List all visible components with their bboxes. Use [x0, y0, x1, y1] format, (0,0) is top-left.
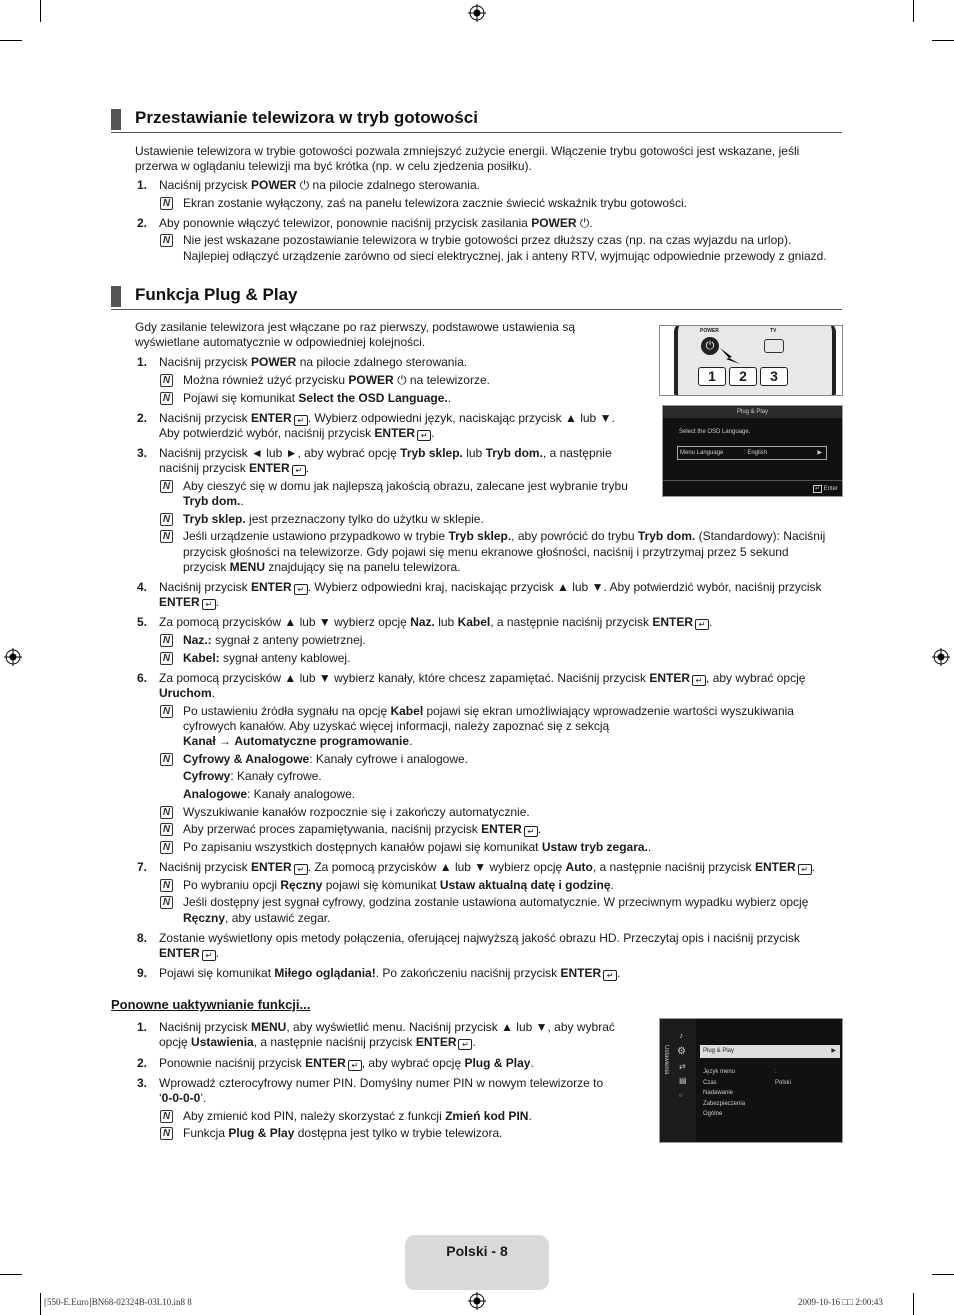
body-text: Cyfrowy & Analogowe: Kanały cyfrowe i analogowe. — [183, 752, 468, 766]
body-text: Funkcja Plug & Play dostępna jest tylko w trybie telewizora. — [183, 1126, 503, 1140]
note-icon: N — [160, 634, 173, 647]
body-text: Naciśnij przycisk ENTER ↵ . Za pomocą przycisków ▲ lub ▼ wybierz opcję Auto, a następnie naciśnij przycisk ENTER ↵ . — [159, 860, 815, 874]
step-number: 1. — [137, 355, 148, 369]
tv-label: TV — [770, 328, 777, 334]
step-text: Naciśnij przycisk POWER na pilocie zdalnego sterowania. — [159, 355, 468, 369]
osd-prompt: Select the OSD Language. — [679, 429, 751, 435]
registration-mark-icon — [468, 4, 486, 22]
power-label: POWER — [700, 328, 719, 334]
step-number: 1. — [137, 178, 148, 192]
note-text: Tryb dom.. — [183, 494, 244, 508]
page-number: Polski - 8 — [446, 1243, 508, 1259]
step-number: 2. — [137, 411, 148, 425]
osd-screen — [662, 405, 843, 497]
osd-items: Język menu : Polski Czas Nadawanie Zabezpieczenia Ogólne — [703, 1069, 792, 1117]
note-text: Można również użyć przycisku POWER ⏻ na telewizorze. — [183, 373, 490, 387]
enter-icon: ↵ — [202, 599, 216, 610]
body-text: Naz.: sygnał z anteny powietrznej. — [183, 633, 366, 647]
arrow-icon — [720, 348, 740, 364]
note-icon: N — [160, 879, 173, 892]
note-icon: N — [160, 705, 173, 718]
body-text: Po wybraniu opcji Ręczny pojawi się komunikat Ustaw aktualną datę i godzinę. — [183, 878, 614, 892]
note-text: przycisk głośności na telewizorze. Gdy pojawi się menu ekranowe głośności, naciśnij i przytrzymaj przez 5 sekund — [183, 545, 789, 559]
note-icon: N — [160, 841, 173, 854]
note-icon: N — [160, 392, 173, 405]
enter-icon: ↵ — [458, 1039, 472, 1050]
app-icon: ▤ — [679, 1076, 687, 1085]
osd-title: Plug & Play — [663, 406, 842, 418]
osd-enter: ↵ Enter — [814, 486, 838, 492]
enter-icon: ↵ — [348, 1060, 362, 1071]
key-1: 1 — [698, 367, 726, 386]
note-icon: N — [160, 530, 173, 543]
step-number: 6. — [137, 671, 148, 685]
note-icon: N — [160, 234, 173, 247]
crop-mark — [913, 0, 914, 22]
note-icon: N — [160, 823, 173, 836]
enter-icon: ↵ — [798, 864, 812, 875]
step-text: ENTER ↵ . — [159, 595, 220, 609]
key-2: 2 — [729, 367, 757, 386]
crop-mark — [40, 0, 41, 22]
intro-line: Ustawienie telewizora w trybie gotowości pozwala zmniejszyć zużycie energii. Włączenie trybu gotowości jest wskazane, jeśli — [135, 144, 800, 158]
body-text: ‘0-0-0-0’. — [159, 1091, 207, 1105]
registration-mark-icon — [468, 1292, 486, 1310]
arrow-right-icon: ▶ — [831, 1048, 836, 1054]
power-icon: ⏻ — [579, 216, 590, 230]
body-text: opcję Ustawienia, a następnie naciśnij przycisk ENTER ↵ . — [159, 1035, 476, 1049]
body-text: Ręczny, aby ustawić zegar. — [183, 911, 331, 925]
note-text: Tryb sklep. jest przeznaczony tylko do użytku w sklepie. — [183, 512, 484, 526]
enter-icon: ↵ — [692, 675, 706, 686]
registration-mark-icon — [4, 648, 22, 666]
print-slug: [550-E.Euro]BN68-02324B-03L10.in8 8 — [44, 1297, 192, 1307]
print-timestamp: 2009-10-16 □□ 2:00:43 — [798, 1297, 883, 1307]
note-text: przycisk MENU znajdujący się na panelu telewizora. — [183, 560, 461, 574]
step-text: naciśnij przycisk ENTER ↵ . — [159, 461, 310, 475]
body-text: Naciśnij przycisk MENU, aby wyświetlić menu. Naciśnij przycisk ▲ lub ▼, aby wybrać — [159, 1020, 615, 1034]
enter-icon: ↵ — [603, 970, 617, 981]
crop-mark — [0, 40, 22, 41]
body-text: cyfrowych kanałów. Aby uzyskać więcej informacji, należy zapoznać się z sekcją — [183, 719, 610, 733]
step-number: 7. — [137, 860, 148, 874]
sound-icon: ♪ — [679, 1031, 683, 1040]
registration-mark-icon — [932, 648, 950, 666]
body-text: Uruchom. — [159, 686, 216, 700]
osd-side-label: Ustawienia — [663, 1045, 669, 1075]
step-text: Aby potwierdzić wybór, naciśnij przycisk ENTER ↵ . — [159, 426, 435, 440]
body-text: Ponownie naciśnij przycisk ENTER ↵ , aby wybrać opcję Plug & Play. — [159, 1056, 534, 1070]
step-number: 1. — [137, 1020, 148, 1034]
enter-icon: ↵ — [294, 584, 308, 595]
body-text: Cyfrowy: Kanały cyfrowe. — [183, 769, 322, 783]
note-icon: N — [160, 374, 173, 387]
section-title: Funkcja Plug & Play — [135, 285, 298, 304]
body-text: Aby zmienić kod PIN, należy skorzystać z funkcji Zmień kod PIN. — [183, 1109, 532, 1123]
step-number: 3. — [137, 446, 148, 460]
intro-line: przerwa w oglądaniu telewizji ma być krótka (np. w celu zjedzenia posiłku). — [135, 159, 532, 173]
body-text: ENTER ↵ . — [159, 946, 220, 960]
step-number: 3. — [137, 1076, 148, 1090]
note-text: Pojawi się komunikat Select the OSD Language.. — [183, 391, 452, 405]
intro-line: wyświetlane automatycznie w odpowiedniej kolejności. — [135, 335, 426, 349]
heading-bar — [111, 286, 121, 307]
note-text: Najlepiej odłączyć urządzenie zarówno od sieci elektrycznej, jak i anteny RTV, wyjmując odpowiednie przewody z gniazd. — [183, 249, 827, 263]
remote-illustration — [659, 325, 843, 396]
enter-icon: ↵ — [695, 619, 709, 630]
note-icon: N — [160, 896, 173, 909]
step-text: Naciśnij przycisk POWER ⏻ na pilocie zdalnego sterowania. — [159, 178, 480, 192]
note-text: Ekran zostanie wyłączony, zaś na panelu telewizora zacznie świecić wskaźnik trybu gotowości. — [183, 196, 688, 210]
enter-icon: ↵ — [202, 950, 216, 961]
step-number: 8. — [137, 931, 148, 945]
body-text: Kabel: sygnał anteny kablowej. — [183, 651, 351, 665]
body-text: Po zapisaniu wszystkich dostępnych kanałów pojawi się komunikat Ustaw tryb zegara.. — [183, 840, 652, 854]
body-text: Wprowadź czterocyfrowy numer PIN. Domyślny numer PIN w nowym telewizorze to — [159, 1076, 604, 1090]
intro-line: Gdy zasilanie telewizora jest włączane po raz pierwszy, podstawowe ustawienia są — [135, 320, 575, 334]
step-text: Naciśnij przycisk ENTER ↵ . Wybierz odpowiedni język, naciskając przycisk ▲ lub ▼. — [159, 411, 615, 425]
heading-bar — [111, 109, 121, 130]
subsection-title: Ponowne uaktywnianie funkcji... — [111, 997, 311, 1012]
crop-mark — [932, 40, 954, 41]
step-text: Naciśnij przycisk ◄ lub ►, aby wybrać opcję Tryb sklep. lub Tryb dom., a następnie — [159, 446, 612, 460]
note-text: Aby cieszyć się w domu jak najlepszą jakością obrazu, zalecane jest wybranie trybu — [183, 479, 628, 493]
body-text: Pojawi się komunikat Miłego oglądania!. Po zakończeniu naciśnij przycisk ENTER ↵ . — [159, 966, 621, 980]
note-icon: N — [160, 806, 173, 819]
step-number: 5. — [137, 615, 148, 629]
power-icon: ⏻ — [299, 178, 310, 192]
body-text: Wyszukiwanie kanałów rozpocznie się i zakończy automatycznie. — [183, 805, 530, 819]
enter-icon: ↵ — [417, 430, 431, 441]
section-title: Przestawianie telewizora w tryb gotowości — [135, 108, 478, 127]
input-icon: ⇄ — [679, 1062, 686, 1071]
section-heading — [111, 285, 842, 310]
body-text: Zostanie wyświetlony opis metody połączenia, oferującej najwyższą jakość obrazu HD. Przeczytaj opis i naciśnij przycisk — [159, 931, 800, 945]
body-text: Kanał → Automatyczne programowanie. — [183, 734, 413, 748]
body-text: Za pomocą przycisków ▲ lub ▼ wybierz kanały, które chcesz zapamiętać. Naciśnij przycisk ENTER ↵ , aby wybrać opcję — [159, 671, 806, 685]
body-text: Aby przerwać proces zapamiętywania, naciśnij przycisk ENTER ↵ . — [183, 822, 542, 836]
step-number: 4. — [137, 580, 148, 594]
enter-icon: ↵ — [294, 864, 308, 875]
key-3: 3 — [760, 367, 788, 386]
note-text: Jeśli urządzenie ustawiono przypadkowo w trybie Tryb sklep., aby powrócić do trybu Tryb dom. (Standardowy): Naciśnij — [183, 529, 826, 543]
support-icon: ▫ — [679, 1091, 682, 1100]
step-number: 2. — [137, 1056, 148, 1070]
body-text: Jeśli dostępny jest sygnał cyfrowy, godzina zostanie ustawiona automatycznie. W przeciwnym wypadku wybierz opcję — [183, 895, 809, 909]
crop-mark — [913, 1293, 914, 1315]
note-icon: N — [160, 480, 173, 493]
crop-mark — [0, 1274, 22, 1275]
step-number: 9. — [137, 966, 148, 980]
step-text: Aby ponownie włączyć telewizor, ponownie naciśnij przycisk zasilania POWER ⏻. — [159, 216, 593, 230]
body-text: Po ustawieniu źródła sygnału na opcję Kabel pojawi się ekran umożliwiający wprowadzenie wartości wyszukiwania — [183, 704, 794, 718]
arrow-right-icon: ▶ — [817, 450, 822, 456]
note-icon: N — [160, 1110, 173, 1123]
power-icon: ⏻ — [397, 373, 407, 387]
page-number-tab — [405, 1235, 549, 1290]
crop-mark — [40, 1293, 41, 1315]
note-text: Nie jest wskazane pozostawianie telewizora w trybie gotowości przez dłuższy czas (np. na czas wyjazdu na urlop). — [183, 233, 792, 247]
note-icon: N — [160, 513, 173, 526]
enter-icon: ↵ — [524, 826, 538, 837]
section-heading — [111, 108, 842, 133]
note-icon: N — [160, 652, 173, 665]
note-icon: N — [160, 753, 173, 766]
osd-highlight-row: Plug & Play ▶ — [700, 1045, 840, 1058]
gear-icon: ⚙ — [677, 1046, 686, 1057]
body-text: Analogowe: Kanały analogowe. — [183, 787, 356, 801]
note-icon: N — [160, 197, 173, 210]
osd-row: Menu Language : English ▶ — [677, 446, 827, 460]
step-text: Naciśnij przycisk ENTER ↵ . Wybierz odpowiedni kraj, naciskając przycisk ▲ lub ▼. Aby potwierdzić wybór, naciśnij przycisk — [159, 580, 822, 594]
step-text: Za pomocą przycisków ▲ lub ▼ wybierz opcję Naz. lub Kabel, a następnie naciśnij przycisk ENTER ↵ . — [159, 615, 713, 629]
power-icon: ⏻ — [701, 337, 719, 355]
enter-icon: ↵ — [292, 465, 306, 476]
tv-button-icon — [764, 339, 784, 353]
step-number: 2. — [137, 216, 148, 230]
enter-icon: ↵ — [294, 415, 308, 426]
crop-mark — [932, 1274, 954, 1275]
osd-settings-screen — [659, 1018, 843, 1143]
note-icon: N — [160, 1127, 173, 1140]
